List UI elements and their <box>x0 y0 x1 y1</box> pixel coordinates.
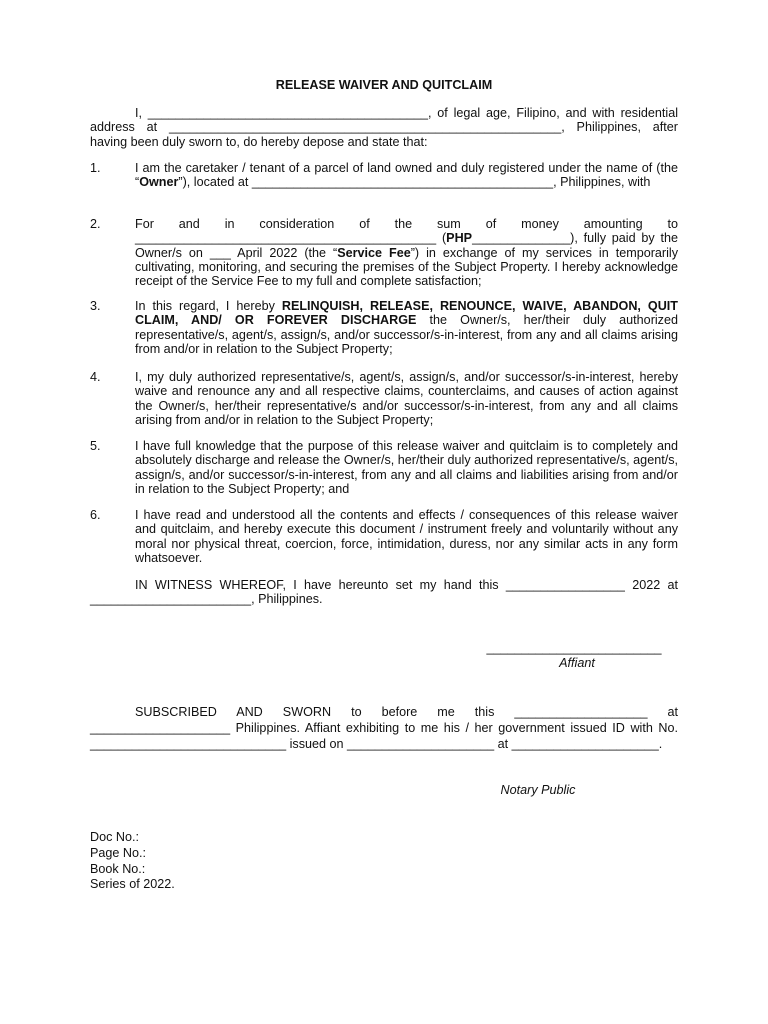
clause-number: 6. <box>90 508 101 522</box>
clause-text <box>135 217 678 288</box>
text-segment: In this regard, I hereby <box>135 299 282 313</box>
bold-text-segment: PHP <box>446 231 473 246</box>
clause-number: 3. <box>90 299 101 313</box>
text-segment: For and in consideration of the sum of money amounting to ___________________________________________ ( <box>135 217 678 246</box>
bold-text-segment: RELINQUISH, RELEASE, RENOUNCE, WAIVE, ABANDON, QUIT CLAIM, AND/ OR FOREVER DISCHARGE <box>135 299 678 328</box>
clause-1 <box>90 161 678 190</box>
book-no-label: Book No.: <box>90 861 146 876</box>
text-segment: I have full knowledge that the purpose of this release waiver and quitclaim is to completely and absolutely discharge and release the Owner/s, her/their duly authorized representative/s, agent/s, assign/s, and/or successor/s-in-interest, from any and all claims and liabilities arising from and/or in relation to the Subject Property; and <box>135 439 678 496</box>
clause-number: 2. <box>90 217 101 231</box>
clause-text <box>135 508 678 565</box>
bold-text-segment: Owner <box>139 175 179 190</box>
text-segment: ”), located at ___________________________________________, Philippines, with <box>178 175 651 190</box>
clause-3 <box>90 299 678 356</box>
notarial-register-block <box>90 830 175 893</box>
clause-text <box>135 161 678 190</box>
doc-no-label: Doc No.: <box>90 830 139 844</box>
text-segment: the Owner/s, her/their duly authorized representative/s, agent/s, assign/s, and/or successor/s-in-interest, from any and all claims arising from and/or in relation to the Subject Property; <box>135 313 678 356</box>
clause-number: 4. <box>90 370 101 384</box>
text-segment: I have read and understood all the contents and effects / consequences of this release waiver and quitclaim, and hereby execute this document / instrument freely and voluntarily without any moral nor physical threat, coercion, force, intimidation, duress, nor any similar acts in any form whatsoever. <box>135 508 678 565</box>
clause-number: 5. <box>90 439 101 453</box>
clause-text <box>135 299 678 356</box>
series-label: Series of 2022. <box>90 877 175 892</box>
text-segment: I, my duly authorized representative/s, agent/s, assign/s, and/or successor/s-in-interest, hereby waive and renounce any and all respective claims, counterclaims, and causes of action against the Owner/s, her/their representative/s and/or successor/s-in-interest, from any and all claims arising from and/or in relation to the Subject Property; <box>135 370 678 427</box>
clause-number: 1. <box>90 161 101 175</box>
clause-text <box>135 370 678 427</box>
affiant-signature-line: _________________________ <box>486 641 662 655</box>
document-title: RELEASE WAIVER AND QUITCLAIM <box>275 78 493 92</box>
clause-2 <box>90 217 678 288</box>
notary-public-label: Notary Public <box>500 783 576 797</box>
text-segment: ”) in exchange of my services in temporarily cultivating, monitoring, and securing the premises of the Subject Property. I hereby acknowledge receipt of the Service Fee to my full and complete satisfaction; <box>135 245 678 289</box>
affiant-label: Affiant <box>559 656 595 670</box>
jurat-paragraph: SUBSCRIBED AND SWORN to before me this ___________________ at ____________________ Philippines. Affiant exhibiting to me his / her government issued ID with No. ____________________________ issued on _____________________ at _____________________. <box>90 705 678 751</box>
clause-5 <box>90 439 678 496</box>
witness-paragraph: IN WITNESS WHEREOF, I have hereunto set my hand this _________________ 2022 at _______________________, Philippines. <box>90 578 678 607</box>
text-segment: I am the caretaker / tenant of a parcel of land owned and duly registered under the name of (the “ <box>135 161 678 190</box>
text-segment: ______________), fully paid by the Owner/s on ___ April 2022 (the “ <box>135 231 678 260</box>
bold-text-segment: Service Fee <box>337 245 411 260</box>
intro-paragraph: I, ________________________________________, of legal age, Filipino, and with residential address at ________________________________________________________, Philippines, after having been duly sworn to, do hereby depose and state that: <box>90 106 678 149</box>
page-no-label: Page No.: <box>90 845 147 860</box>
clause-4 <box>90 370 678 427</box>
clause-6 <box>90 508 678 565</box>
clause-text <box>135 439 678 496</box>
